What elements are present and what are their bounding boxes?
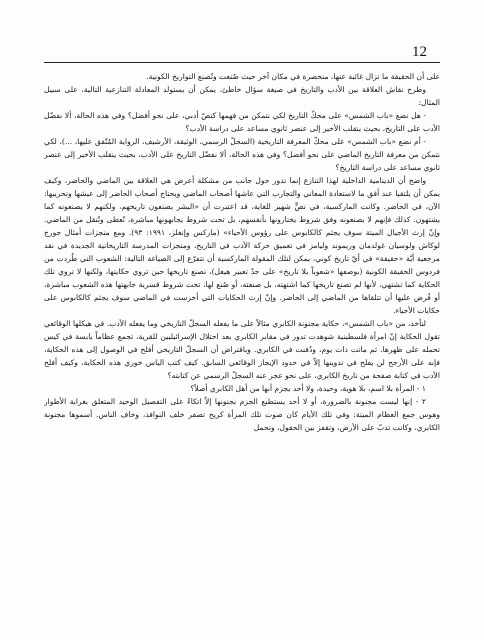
page-number: 12 xyxy=(412,44,427,60)
paragraph-kabri-example: لنأخذ، من «باب الشمس»، حكاية مجنونة الكابري مثالاً على ما يفعله السجلّ التاريخي وما يفعله الأدب. في هيكلها الوقائعي تقول الحكاية إنّ امرأة فلسطينية شوهدت تدور في مقابر الكابري بعد احتلال الإسرائيليين للقرية، تجمع عظاماً يابسة في كيس تحمله على ظهرها. ثم ماتت ذات يوم، ودُفنت في الكابري. وباقتراض أن السجلّ التاريخي أفلح في الوصول إلى هذه الحكاية، فإنه على الأرجح لن يفلح في تدوينها إلاّ في حدود الإيجاز الوقائعي السابق. كيف كتب الياس خوري هذه الحكاية، وكيف أفلح الأدب في كتابة صفحة من تاريخ الكابري، على نحو عجز عنه السجلّ الرسمي عن كتابته؟ xyxy=(44,319,440,380)
paragraph-question-literature: - أم نضع «باب الشمس» على محكّ المعرفة التاريخية (السجلّ الرسمي، الوثيقة، الأرشيف، الرواية المُتّفق عليها، ...)، لكي نتمكن من معرفة التاريخ الماضي على نحو أفضل؟ وفي هذه الحالة، ألا نفضّل التاريخ على الأدب، بحيث ينقلب الأخير إلى عنصر ثانوي مساعد على دراسة التاريخ؟ xyxy=(44,137,440,172)
paragraph-past-present: واضح أن الدينامية الداخلية لهذا التنازع إنما تدور حول جانب من مشكلة أعرض هي العلاقة بين الماضي والحاضر، وكيف يمكن أن يلتقيا عند أفق ما لاستعادة المعاني والتجارب التي عاشها أصحاب الماضي ويحتاج أصحاب الحاضر إلى عيشها وتحريبها: الآن، في الحاضر. وكانت الماركسية، في نصٍّ شهير للغاية، قد اعتبرت أن «البشر يصنعون تاريخهم، ولكنهم لا يصنعونه كما يشتهون. كذلك فإنهم لا يصنعونه وفق شروط يختارونها بأنفسهم، بل تحت شروط يجابهونها مباشرة، تُعطى وتُنقل من الماضي. وإنّ إرث الأجيال الميتة سوف يجثم كالكابوس على رؤوس الأحياء» (ماركس وإنغلز، ١٩٩١: ٩٣). ومع منجزات أمثال جورج لوكاش ولوسيان غولدمان وريموند وليامز في تعميق حركة الأدب في التاريخ، ومنجزات المدرسة التاريخانية الجديدة في نقد مرجعية أيّة «حقيقة» في أيّ تاريخ كوني، يمكن لتلك المقولة الماركسية أن تتفرّع إلى الصياغة التالية: الشعوب التي طُردت من فردوس الحقيقة الكونية (بوصفها «شعوباً بلا تاريخ» على حدّ تعبير هيغل)، تصنع تاريخها حين تروي حكايتها، ولكنها لا تروي تلك الحكاية كما تشتهي، لأنها لم تصنع تاريخها كما اشتهته، بل صنعته، أو صُنع لها، تحت شروط قسرية جابهتها هذه الشعوب مباشرة، أو فُرض عليها أن تتلقاها من الماضي إلى الحاضر. وإنّ إرث الحكايات التي أخرست في الماضي سوف يجثم كالكابوس على حكايات الأحياء. xyxy=(44,176,440,315)
list-item-2: ٢ - إنها ليست مجنونة بالضرورة، أو لا أحد يستطيع الجزم بجنونها إلاّ اتكاءً على التفصيل الوحيد المتعلق بغرابة الأطوار وهوس جمع العظام الميتة: وفي تلك الأيام كان صوت تلك المرأة كريح تصفر خلف النوافذ، وخاف الناس. أسموها مجنونة الكابري، وكانت تدبّ على الأرض، وتقفز بين الحقول، وتحمل xyxy=(44,397,440,432)
body-text xyxy=(44,70,440,636)
paragraph-question-history: - هل نضع «باب الشمس» على محكّ التاريخ لكي نتمكن من فهمها كنصّ أدبي، على نحو أفضل؟ وفي هذه الحالة، ألا نفضّل الأدب على التاريخ، بحيث ينقلب الأخير إلى عنصر ثانوي مساعد على دراسة الأدب؟ xyxy=(44,111,440,133)
header-rule xyxy=(44,62,440,63)
paragraph-intro-end: على أن الحقيقة ما تزال غائبة عنها، منحصرة في مكان آخر حيث صُنعت وتُصنع التواريخ الكونية. xyxy=(146,72,440,81)
list-item-1: ١ - المرأة بلا اسم، بلا هوية، وحيدة، ولا أحد يجزم أنها من أهل الكابري أصلاً؟ xyxy=(190,384,426,393)
paragraph-question-setup: وطرح نقاش العلاقة بين الأدب والتاريخ في صيغة سؤال خاطئ، يمكن أن يستولد المعادلة التنازعية التالية، على سبيل المثال: xyxy=(44,85,440,107)
